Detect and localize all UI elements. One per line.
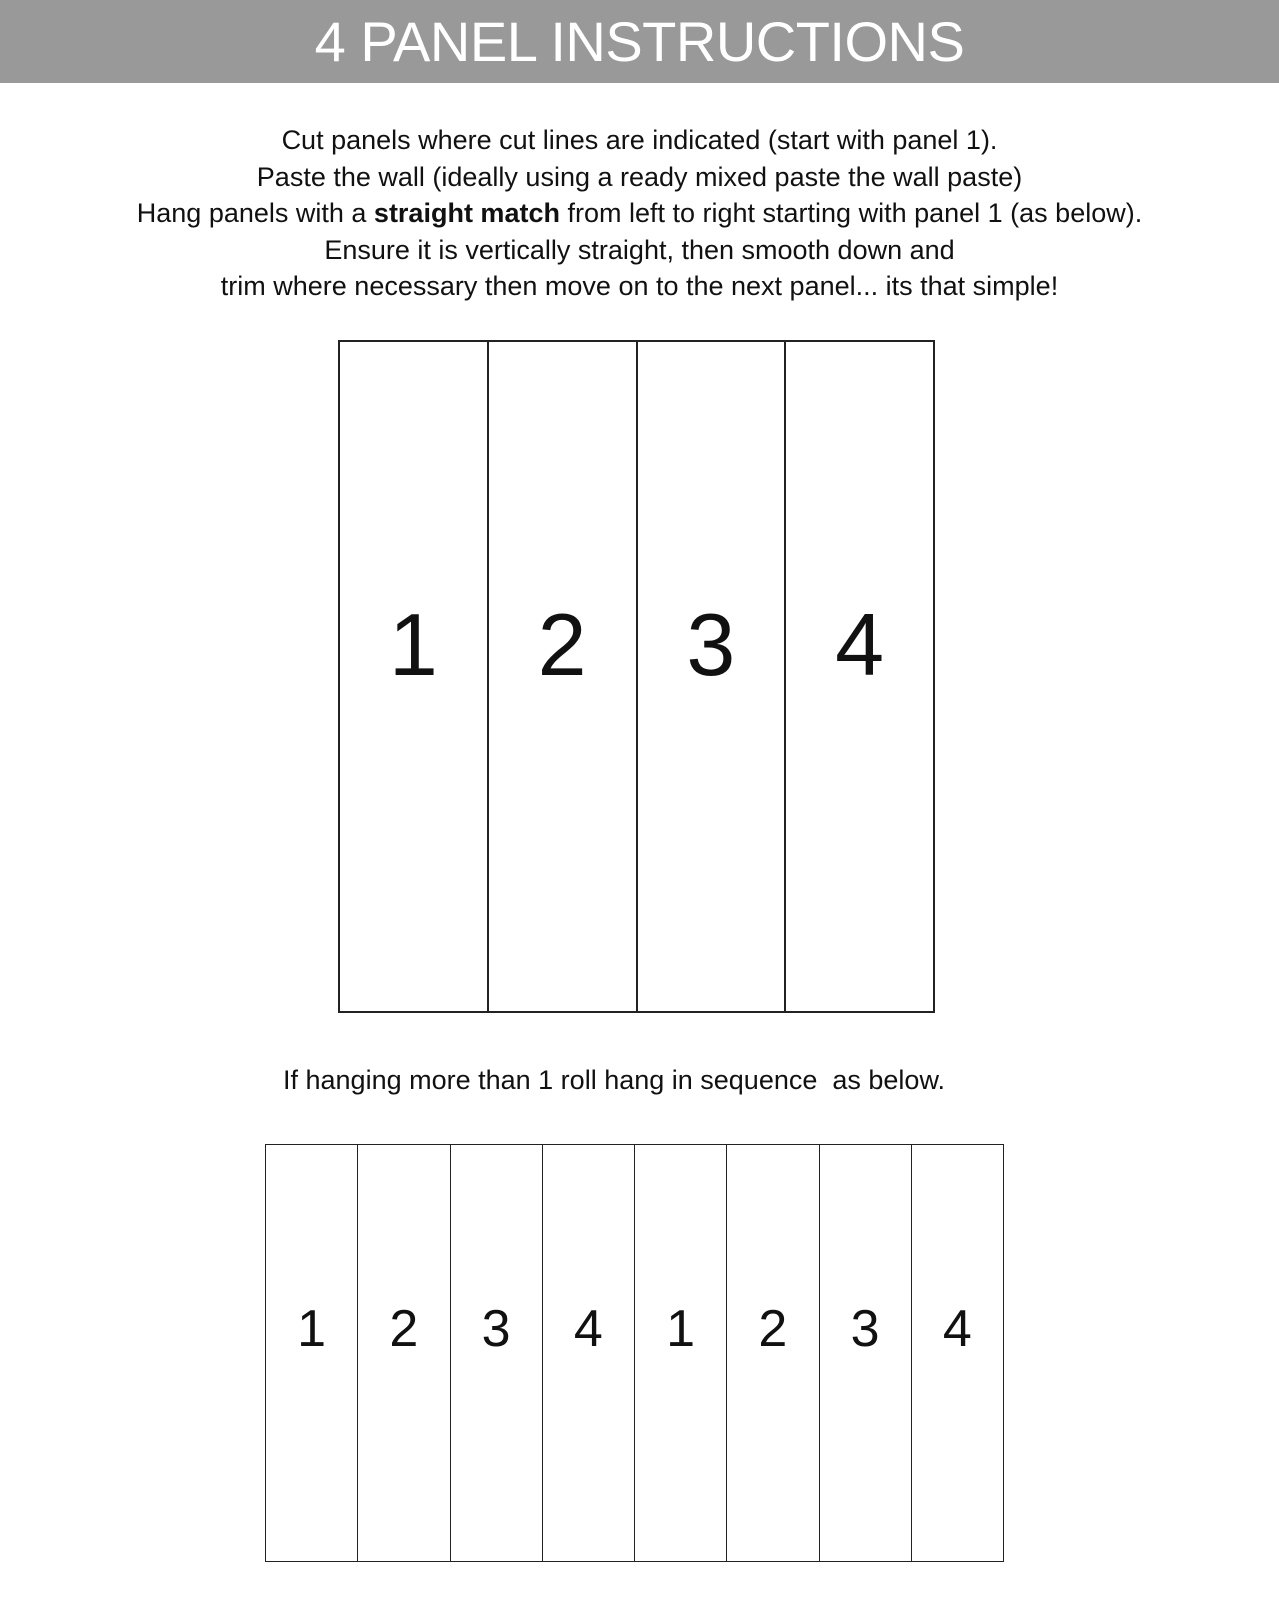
panel-number: 2 [758,1300,788,1358]
panel-1 [340,342,487,1011]
sequence-note: If hanging more than 1 roll hang in sequence as below. [283,1065,945,1095]
instruction-line-3 [0,195,1279,232]
panel-number: 4 [942,1300,972,1358]
panel-2 [487,342,636,1011]
panel-4 [784,342,933,1011]
sequence-panel-7 [819,1145,911,1561]
multi-roll-panel-diagram [265,1144,1004,1562]
panel-number: 1 [388,594,438,694]
instruction-line-1: Cut panels where cut lines are indicated (start with panel 1). [281,125,998,155]
panel-3 [636,342,785,1011]
straight-match-emphasis: straight match [373,198,560,228]
instruction-line-3-start: Hang panels with a [136,198,374,228]
panel-number: 2 [389,1300,419,1358]
sequence-panel-8 [911,1145,1003,1561]
header-bar [0,0,1279,83]
sequence-panel-6 [726,1145,818,1561]
panel-number: 1 [297,1300,327,1358]
panel-number: 1 [666,1300,696,1358]
panel-number: 3 [686,594,736,694]
instruction-line-2: Paste the wall (ideally using a ready mixed paste the wall paste) [256,161,1023,192]
instruction-line-5: trim where necessary then move on to the next panel... its that simple! [220,271,1059,301]
page-title: 4 PANEL INSTRUCTIONS [314,9,965,73]
panel-number: 3 [481,1300,511,1358]
instruction-line-3-end: from left to right starting with panel 1 (as below). [559,198,1143,228]
single-roll-panel-diagram [338,340,935,1013]
instructions-text [0,122,1279,305]
sequence-panel-3 [450,1145,542,1561]
sequence-panel-2 [357,1145,449,1561]
panel-number: 4 [573,1300,603,1358]
sequence-panel-5 [634,1145,726,1561]
sequence-panel-1 [266,1145,357,1561]
panel-number: 4 [835,594,885,694]
instruction-line-4: Ensure it is vertically straight, then smooth down and [324,234,955,265]
panel-number: 3 [850,1300,880,1358]
sequence-panel-4 [542,1145,634,1561]
panel-number: 2 [537,594,587,694]
